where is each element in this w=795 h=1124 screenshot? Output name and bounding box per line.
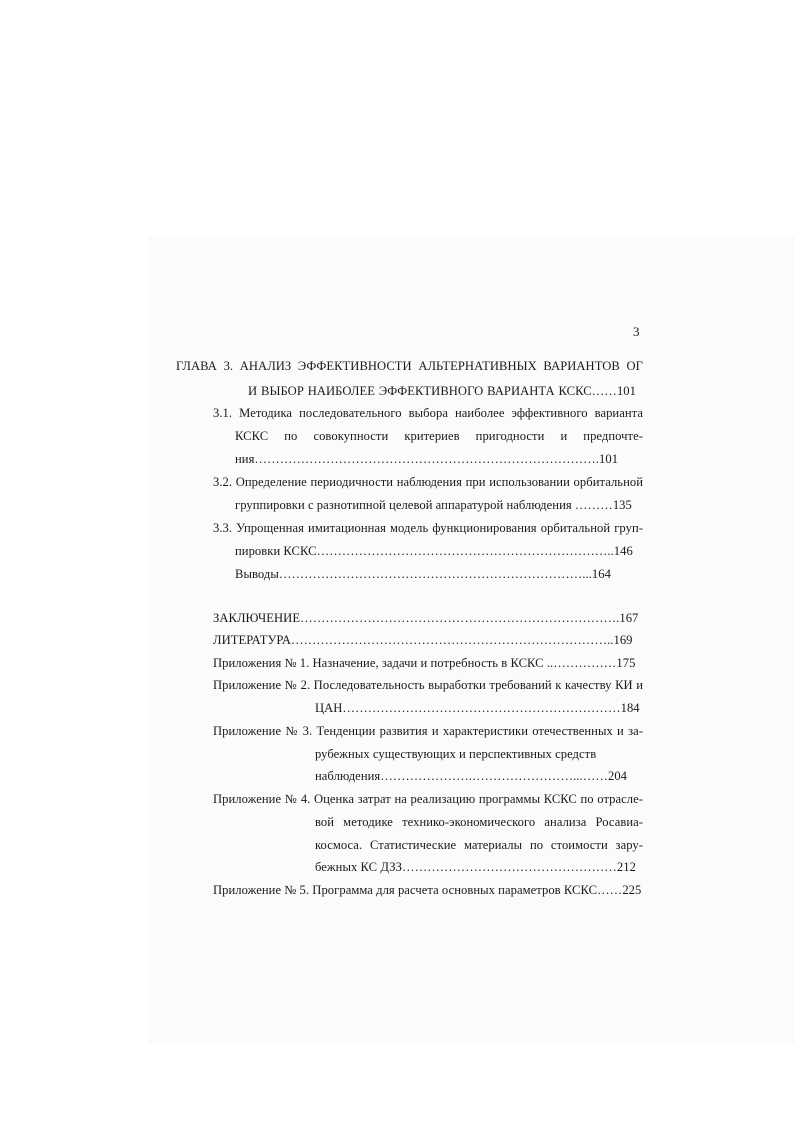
chapter-3-title-line-2: И ВЫБОР НАИБОЛЕЕ ЭФФЕКТИВНОГО ВАРИАНТА КСКС……101 xyxy=(248,384,636,398)
appendix-1-entry: Приложения № 1. Назначение, задачи и потребность в КСКС ..……………175 xyxy=(213,656,636,670)
appendix-5-entry: Приложение № 5. Программа для расчета основных параметров КСКС……225 xyxy=(213,883,642,897)
appendix-4-line-1: Приложение № 4. Оценка затрат на реализацию программы КСКС по отрасле- xyxy=(213,792,643,806)
appendix-4-line-4: бежных КС ДЗЗ……………………………………………212 xyxy=(315,860,636,874)
page-number: 3 xyxy=(633,324,640,339)
appendix-3-line-2: рубежных существующих и перспективных средств xyxy=(315,747,597,761)
chapter-3-title-line-1: ГЛАВА 3. АНАЛИЗ ЭФФЕКТИВНОСТИ АЛЬТЕРНАТИВНЫХ ВАРИАНТОВ ОГ xyxy=(176,359,643,373)
section-3-2-line-2: группировки с разнотипной целевой аппаратурой наблюдения ………135 xyxy=(235,498,632,512)
section-3-1-line-3: ния……………………………………………………………………….101 xyxy=(235,452,619,466)
appendix-4-line-3: космоса. Статистические материалы по стоимости зару- xyxy=(315,838,643,852)
section-3-2-line-1: 3.2. Определение периодичности наблюдения при использовании орбитальной xyxy=(213,475,643,489)
appendix-2-line-2: ЦАН…………………………………………………………184 xyxy=(315,701,640,715)
section-3-3-line-1: 3.3. Упрощенная имитационная модель функционирования орбитальной груп- xyxy=(213,521,643,535)
appendix-3-line-3: наблюдения………………….……………………...……204 xyxy=(315,769,628,783)
appendix-3-line-1: Приложение № 3. Тенденции развития и характеристики отечественных и за- xyxy=(213,724,643,738)
section-3-3-line-2: пировки КСКС……………………………………………………………..146 xyxy=(235,544,633,558)
conclusion-entry: ЗАКЛЮЧЕНИЕ………………………………………………………………….167 xyxy=(213,611,639,625)
section-3-1-line-1: 3.1. Методика последовательного выбора наиболее эффективного варианта xyxy=(213,406,643,420)
section-3-1-line-2: КСКС по совокупности критериев пригодности и предпочте- xyxy=(235,429,643,443)
appendix-4-line-2: вой методике технико-экономического анализа Росавиа- xyxy=(315,815,643,829)
conclusions-entry: Выводы………………………………………………………………...164 xyxy=(235,567,611,581)
literature-entry: ЛИТЕРАТУРА…………………………………………………………………..169 xyxy=(213,633,633,647)
appendix-2-line-1: Приложение № 2. Последовательность выработки требований к качеству КИ и xyxy=(213,678,643,692)
